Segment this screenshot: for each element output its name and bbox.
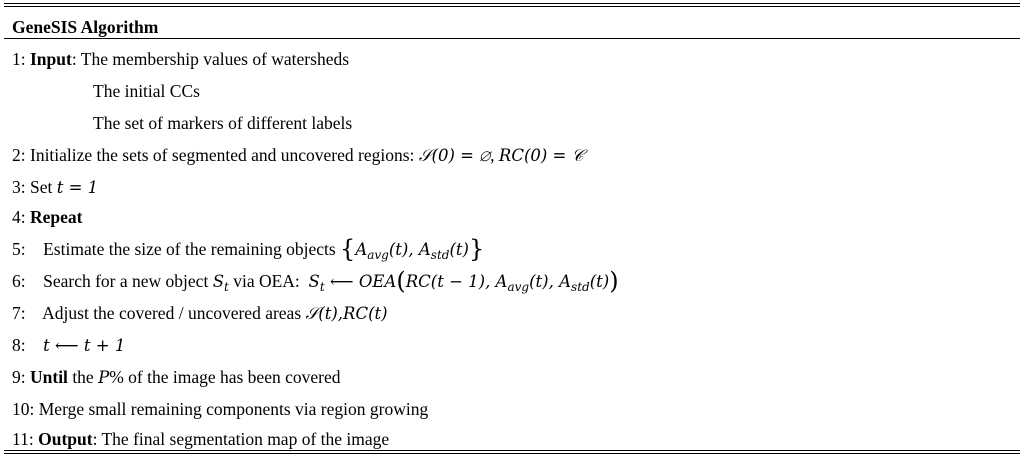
algorithm-box <box>4 3 1020 457</box>
top-rule-outer <box>4 3 1020 4</box>
top-rule-inner <box>4 6 1020 7</box>
line-1: 1: Input: The membership values of watersheds <box>12 49 350 69</box>
line-11: 11: Output: The final segmentation map of the image <box>12 429 390 449</box>
bottom-rule-outer <box>4 453 1020 454</box>
line-10: 10: Merge small remaining components via region growing <box>12 399 429 419</box>
line-8: 8: t ⟵ t + 1 <box>12 335 126 355</box>
line-7: 7: Adjust the covered / uncovered areas 𝒮(t),RC(t) <box>12 303 388 323</box>
line-3: 3: Set t = 1 <box>12 177 99 197</box>
line-9: 9: Until the P% of the image has been covered <box>12 367 341 387</box>
line-1b: The initial CCs <box>93 81 200 101</box>
line-1c: The set of markers of different labels <box>93 113 353 133</box>
line-4: 4: Repeat <box>12 207 83 227</box>
header-rule <box>4 38 1020 39</box>
line-6: 6: Search for a new object $S_t$ via OEA: $S_t$ ⟵ OEA(RC(t − 1), $A_{avg}(t)$, $A_{std}(t)$) <box>12 267 619 295</box>
line-2: 2: Initialize the sets of segmented and uncovered regions: 𝒮(0) = ∅, RC(0) = 𝒞 <box>12 145 584 165</box>
bottom-rule-inner <box>4 450 1020 451</box>
line-5: 5: Estimate the size of the remaining objects {$A_{avg}(t)$, $A_{std}(t)$} <box>12 235 485 263</box>
algorithm-title: GeneSIS Algorithm <box>12 17 159 37</box>
